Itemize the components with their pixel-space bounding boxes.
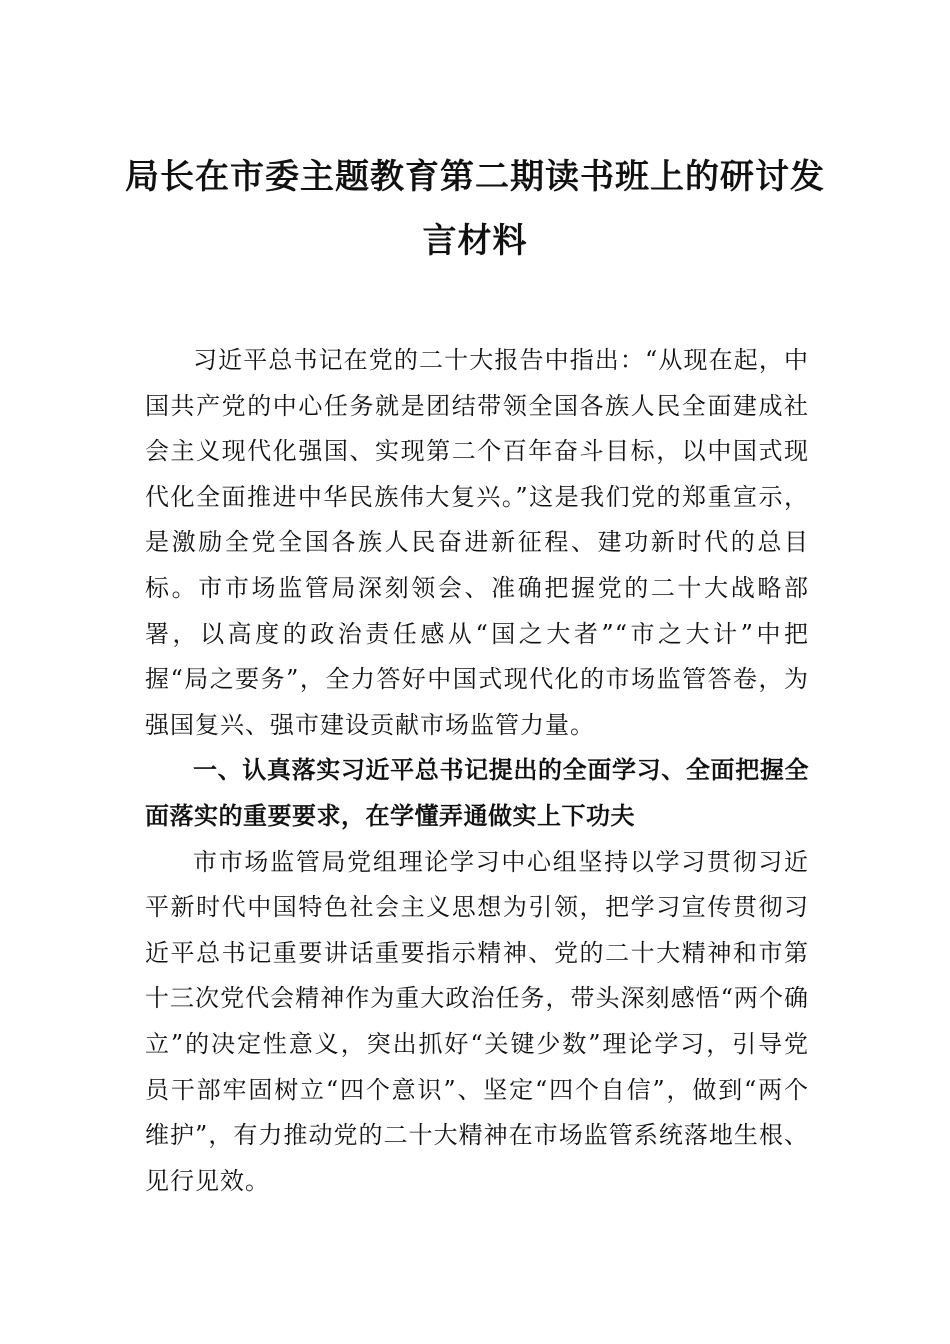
- section-heading-1: 一、认真落实习近平总书记提出的全面学习、全面把握全面落实的重要要求，在学懂弄通做实上下功夫: [145, 756, 809, 830]
- intro-paragraph: 习近平总书记在党的二十大报告中指出：“从现在起，中国共产党的中心任务就是团结带领全国各族人民全面建成社会主义现代化强国、实现第二个百年奋斗目标，以中国式现代化全面推进中华民族伟大复兴。”这是我们党的郑重宣示，是激励全党全国各族人民奋进新征程、建功新时代的总目标。市市场监管局深刻领会、准确把握党的二十大战略部署，以高度的政治责任感从“国之大者”“市之大计”中把握“局之要务”，全力答好中国式现代化的市场监管答卷，为强国复兴、强市建设贡献市场监管力量。: [145, 346, 809, 739]
- document-title: 局长在市委主题教育第二期读书班上的研讨发言材料: [125, 157, 825, 261]
- section-paragraph-1: 市市场监管局党组理论学习中心组坚持以学习贯彻习近平新时代中国特色社会主义思想为引领，把学习宣传贯彻习近平总书记重要讲话重要指示精神、党的二十大精神和市第十三次党代会精神作为重大政治任务，带头深刻感悟“两个确立”的决定性意义，突出抓好“关键少数”理论学习，引导党员干部牢固树立“四个意识”、坚定“四个自信”，做到“两个维护”，有力推动党的二十大精神在市场监管系统落地生根、见行见效。: [145, 847, 809, 1195]
- document-body: [145, 338, 809, 1204]
